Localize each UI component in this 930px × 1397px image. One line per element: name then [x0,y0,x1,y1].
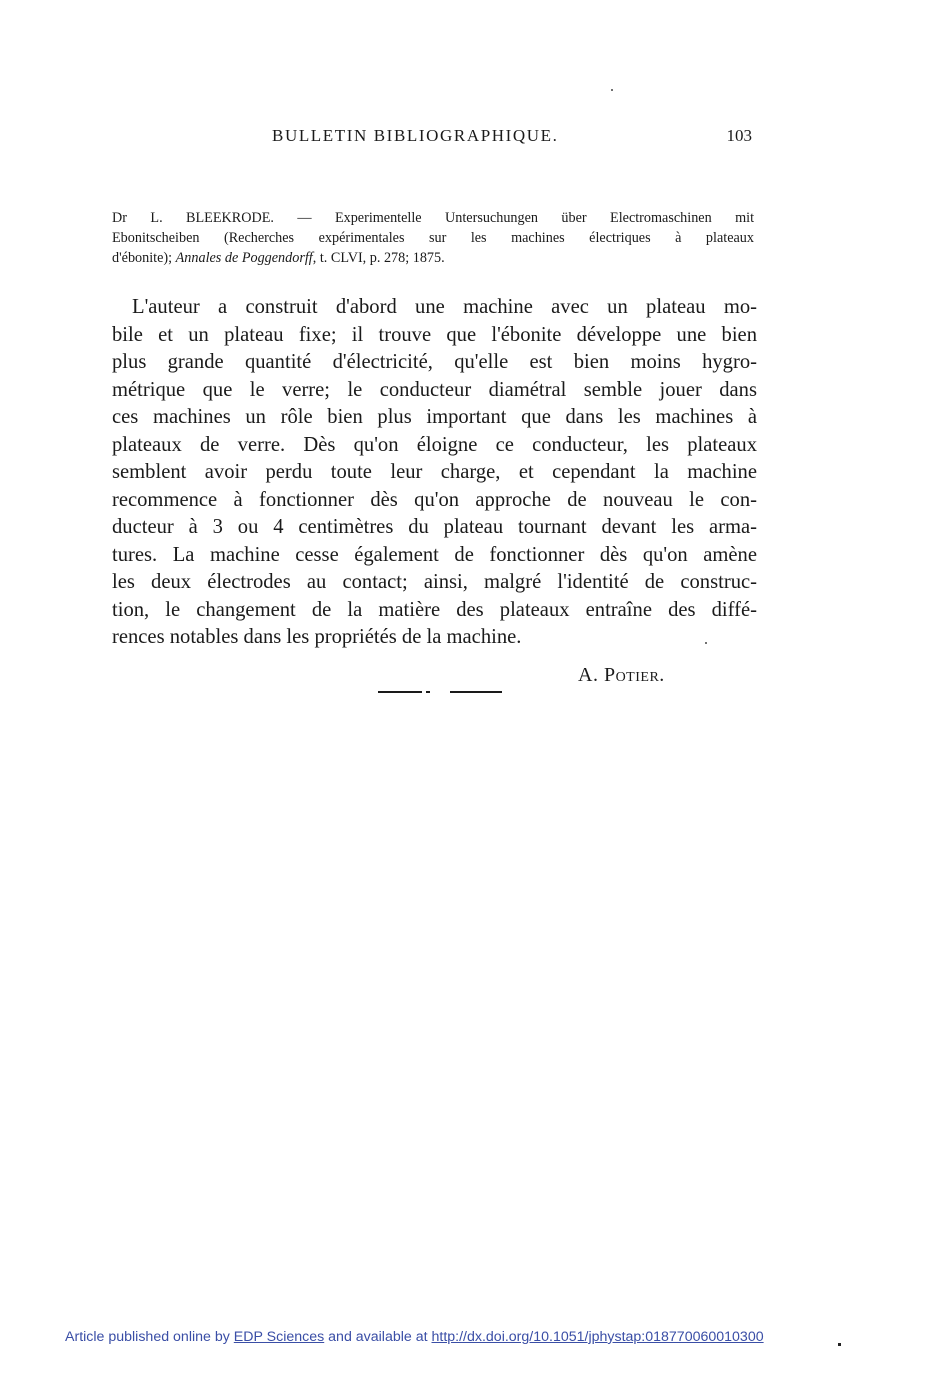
section-end-rule [450,691,502,693]
footer-text-middle: and available at [324,1329,432,1345]
author-prefix: Dr [112,210,127,226]
paragraph-line: rences notables dans les propriétés de la machine. [112,626,522,648]
section-end-rule [426,691,430,693]
signature-surname: Potier. [603,664,665,686]
running-head: BULLETIN BIBLIOGRAPHIQUE. [272,126,559,145]
paragraph-line: semblent avoir perdu toute leur charge, et cependant la machine [112,461,757,483]
paragraph-line: plus grande quantité d'électricité, qu'elle est bien moins hygro- [112,351,757,373]
bibliographic-citation [112,208,754,268]
page-header [272,126,752,156]
doi-link[interactable]: http://dx.doi.org/10.1051/jphystap:018770060010300 [431,1329,764,1345]
author-name: L. BLEEKRODE. [150,210,274,226]
paragraph-line: ducteur à 3 ou 4 centimètres du plateau tournant devant les arma- [112,516,757,538]
reviewer-signature [578,664,665,687]
paragraph-line: bile et un plateau fixe; il trouve que l'ébonite développe une bien [112,323,757,346]
paragraph-line: L'auteur a construit d'abord une machine avec un plateau mo- [132,296,757,318]
review-paragraph [112,294,757,652]
scan-speck [611,89,613,91]
scan-speck [705,642,707,644]
footer-dot [838,1343,841,1346]
paragraph-line: tion, le changement de la matière des plateaux entraîne des diffé- [112,598,757,621]
paragraph-line: recommence à fonctionner dès qu'on approche de nouveau le con- [112,488,757,511]
publication-footer [65,1329,764,1345]
citation-line-2: Ebonitscheiben (Recherches expérimentales sur les machines électriques à plateaux [112,230,754,246]
paragraph-line: ces machines un rôle bien plus important que dans les machines à [112,406,757,428]
paragraph-line: métrique que le verre; le conducteur diamétral semble jouer dans [112,378,757,401]
section-end-rule [378,691,422,693]
journal-name: Annales de Poggendorff [175,250,313,266]
paragraph-line: plateaux de verre. Dès qu'on éloigne ce conducteur, les plateaux [112,433,757,456]
citation-line-1 [112,208,754,228]
citation-line-3-start: d'ébonite); [112,250,176,266]
signature-initial: A. [578,664,599,686]
edp-sciences-link[interactable]: EDP Sciences [233,1329,325,1345]
citation-line-3 [112,248,754,268]
citation-title-german: — Experimentelle Untersuchungen über Electromaschinen mit [273,210,755,226]
paragraph-line: tures. La machine cesse également de fonctionner dès qu'on amène [112,543,757,566]
footer-text-prefix: Article published online by [65,1329,234,1345]
page-number: 103 [726,126,752,145]
paragraph-line: les deux électrodes au contact; ainsi, malgré l'identité de construc- [112,571,757,593]
citation-line-3-end: , t. CLVI, p. 278; 1875. [312,250,445,266]
